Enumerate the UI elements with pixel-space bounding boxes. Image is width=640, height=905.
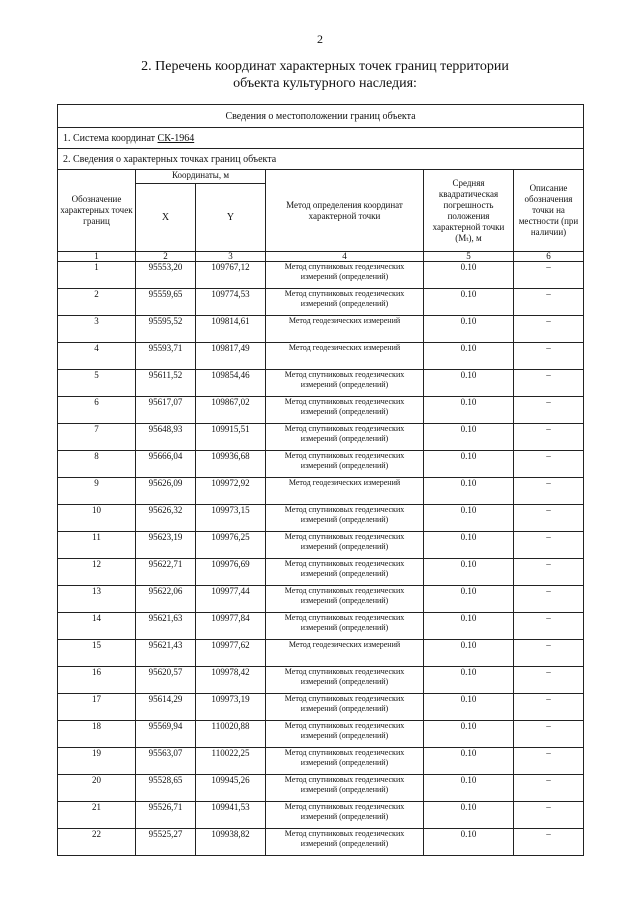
cell-point-number: 11 bbox=[58, 532, 136, 559]
cell-error-value: 0.10 bbox=[424, 748, 514, 775]
header-row-1 bbox=[58, 170, 584, 184]
table-row bbox=[58, 478, 584, 505]
cell-method: Метод спутниковых геодезических измерений (определений) bbox=[266, 802, 424, 829]
cell-coord-y: 109817,49 bbox=[196, 343, 266, 370]
column-number-row bbox=[58, 252, 584, 262]
cell-coord-x: 95526,71 bbox=[136, 802, 196, 829]
cell-coord-y: 109936,68 bbox=[196, 451, 266, 478]
cell-method: Метод спутниковых геодезических измерений (определений) bbox=[266, 397, 424, 424]
table-row bbox=[58, 613, 584, 640]
cell-coord-y: 109973,19 bbox=[196, 694, 266, 721]
cell-description: – bbox=[514, 748, 584, 775]
header-x: X bbox=[136, 184, 196, 252]
cell-description: – bbox=[514, 694, 584, 721]
cell-error-value: 0.10 bbox=[424, 370, 514, 397]
cell-coord-x: 95626,09 bbox=[136, 478, 196, 505]
cell-coord-y: 109977,84 bbox=[196, 613, 266, 640]
cell-error-value: 0.10 bbox=[424, 262, 514, 289]
column-number: 4 bbox=[266, 252, 424, 262]
cell-method: Метод геодезических измерений bbox=[266, 640, 424, 667]
cell-coord-y: 109976,69 bbox=[196, 559, 266, 586]
cell-coord-x: 95553,20 bbox=[136, 262, 196, 289]
cell-coord-y: 109814,61 bbox=[196, 316, 266, 343]
cell-method: Метод спутниковых геодезических измерений (определений) bbox=[266, 667, 424, 694]
cell-error-value: 0.10 bbox=[424, 505, 514, 532]
table-row bbox=[58, 748, 584, 775]
cell-error-value: 0.10 bbox=[424, 451, 514, 478]
cell-method: Метод спутниковых геодезических измерений (определений) bbox=[266, 451, 424, 478]
cell-description: – bbox=[514, 478, 584, 505]
table-row bbox=[58, 343, 584, 370]
cell-coord-x: 95525,27 bbox=[136, 829, 196, 856]
cell-description: – bbox=[514, 640, 584, 667]
cell-description: – bbox=[514, 559, 584, 586]
cell-description: – bbox=[514, 667, 584, 694]
table-row bbox=[58, 397, 584, 424]
header-description: Описание обозначения точки на местности (при наличии) bbox=[514, 170, 584, 252]
cell-coord-x: 95648,93 bbox=[136, 424, 196, 451]
cell-point-number: 1 bbox=[58, 262, 136, 289]
column-number: 3 bbox=[196, 252, 266, 262]
page-number: 2 bbox=[317, 32, 323, 46]
cell-description: – bbox=[514, 613, 584, 640]
table-row bbox=[58, 262, 584, 289]
cell-error-value: 0.10 bbox=[424, 343, 514, 370]
table-row bbox=[58, 640, 584, 667]
column-number: 6 bbox=[514, 252, 584, 262]
header-error: Средняя квадратическая погрешность положения характерной точки (Mₜ), м bbox=[424, 170, 514, 252]
table-row bbox=[58, 370, 584, 397]
cell-coord-x: 95617,07 bbox=[136, 397, 196, 424]
cell-error-value: 0.10 bbox=[424, 316, 514, 343]
cell-coord-x: 95666,04 bbox=[136, 451, 196, 478]
table-row bbox=[58, 667, 584, 694]
cell-description: – bbox=[514, 289, 584, 316]
cell-description: – bbox=[514, 505, 584, 532]
cell-coord-y: 109972,92 bbox=[196, 478, 266, 505]
cell-method: Метод геодезических измерений bbox=[266, 316, 424, 343]
cell-point-number: 20 bbox=[58, 775, 136, 802]
cell-coord-x: 95626,32 bbox=[136, 505, 196, 532]
cell-coord-x: 95621,43 bbox=[136, 640, 196, 667]
cell-coord-y: 109973,15 bbox=[196, 505, 266, 532]
cell-coord-x: 95622,06 bbox=[136, 586, 196, 613]
cell-coord-x: 95621,63 bbox=[136, 613, 196, 640]
cell-error-value: 0.10 bbox=[424, 532, 514, 559]
cell-point-number: 17 bbox=[58, 694, 136, 721]
cell-point-number: 7 bbox=[58, 424, 136, 451]
coord-system-label: 1. Система координат bbox=[63, 132, 158, 144]
cell-method: Метод спутниковых геодезических измерений (определений) bbox=[266, 505, 424, 532]
cell-coord-y: 109767,12 bbox=[196, 262, 266, 289]
cell-method: Метод спутниковых геодезических измерений (определений) bbox=[266, 748, 424, 775]
cell-coord-y: 109854,46 bbox=[196, 370, 266, 397]
cell-coord-y: 110020,88 bbox=[196, 721, 266, 748]
cell-point-number: 16 bbox=[58, 667, 136, 694]
document-title bbox=[80, 58, 570, 92]
cell-description: – bbox=[514, 451, 584, 478]
cell-method: Метод спутниковых геодезических измерений (определений) bbox=[266, 262, 424, 289]
cell-point-number: 8 bbox=[58, 451, 136, 478]
cell-error-value: 0.10 bbox=[424, 802, 514, 829]
cell-error-value: 0.10 bbox=[424, 478, 514, 505]
coordinates-table bbox=[57, 104, 584, 856]
cell-point-number: 22 bbox=[58, 829, 136, 856]
cell-point-number: 4 bbox=[58, 343, 136, 370]
cell-coord-y: 110022,25 bbox=[196, 748, 266, 775]
cell-description: – bbox=[514, 316, 584, 343]
cell-coord-x: 95620,57 bbox=[136, 667, 196, 694]
column-number: 1 bbox=[58, 252, 136, 262]
cell-error-value: 0.10 bbox=[424, 289, 514, 316]
cell-method: Метод спутниковых геодезических измерений (определений) bbox=[266, 829, 424, 856]
cell-coord-y: 109915,51 bbox=[196, 424, 266, 451]
coord-system-value: СК-1964 bbox=[157, 132, 195, 144]
cell-point-number: 13 bbox=[58, 586, 136, 613]
table-row bbox=[58, 505, 584, 532]
cell-error-value: 0.10 bbox=[424, 721, 514, 748]
cell-method: Метод спутниковых геодезических измерений (определений) bbox=[266, 424, 424, 451]
cell-point-number: 6 bbox=[58, 397, 136, 424]
header-y: Y bbox=[196, 184, 266, 252]
table-row bbox=[58, 802, 584, 829]
cell-method: Метод спутниковых геодезических измерений (определений) bbox=[266, 613, 424, 640]
cell-point-number: 18 bbox=[58, 721, 136, 748]
cell-coord-y: 109978,42 bbox=[196, 667, 266, 694]
cell-coord-x: 95614,29 bbox=[136, 694, 196, 721]
cell-error-value: 0.10 bbox=[424, 640, 514, 667]
cell-error-value: 0.10 bbox=[424, 694, 514, 721]
header-method: Метод определения координат характерной точки bbox=[266, 170, 424, 252]
cell-coord-y: 109938,82 bbox=[196, 829, 266, 856]
table-banner-row bbox=[58, 105, 584, 128]
cell-error-value: 0.10 bbox=[424, 829, 514, 856]
cell-coord-x: 95622,71 bbox=[136, 559, 196, 586]
cell-point-number: 2 bbox=[58, 289, 136, 316]
cell-description: – bbox=[514, 370, 584, 397]
cell-error-value: 0.10 bbox=[424, 586, 514, 613]
cell-coord-x: 95528,65 bbox=[136, 775, 196, 802]
section-2-heading: 2. Сведения о характерных точках границ объекта bbox=[58, 149, 584, 170]
table-row bbox=[58, 289, 584, 316]
cell-coord-y: 109976,25 bbox=[196, 532, 266, 559]
cell-coord-x: 95623,19 bbox=[136, 532, 196, 559]
cell-point-number: 15 bbox=[58, 640, 136, 667]
cell-method: Метод спутниковых геодезических измерений (определений) bbox=[266, 694, 424, 721]
cell-coord-x: 95569,94 bbox=[136, 721, 196, 748]
cell-description: – bbox=[514, 802, 584, 829]
table-row bbox=[58, 451, 584, 478]
cell-method: Метод спутниковых геодезических измерений (определений) bbox=[266, 586, 424, 613]
cell-coord-x: 95593,71 bbox=[136, 343, 196, 370]
column-number: 2 bbox=[136, 252, 196, 262]
cell-method: Метод спутниковых геодезических измерений (определений) bbox=[266, 775, 424, 802]
cell-description: – bbox=[514, 343, 584, 370]
table-banner: Сведения о местоположении границ объекта bbox=[58, 105, 584, 128]
cell-description: – bbox=[514, 424, 584, 451]
cell-point-number: 19 bbox=[58, 748, 136, 775]
cell-point-number: 10 bbox=[58, 505, 136, 532]
cell-point-number: 21 bbox=[58, 802, 136, 829]
cell-coord-y: 109867,02 bbox=[196, 397, 266, 424]
cell-point-number: 14 bbox=[58, 613, 136, 640]
cell-description: – bbox=[514, 721, 584, 748]
table-row bbox=[58, 694, 584, 721]
coord-system-cell bbox=[58, 128, 584, 149]
cell-error-value: 0.10 bbox=[424, 667, 514, 694]
table-row bbox=[58, 532, 584, 559]
table-row bbox=[58, 721, 584, 748]
cell-description: – bbox=[514, 532, 584, 559]
cell-coord-x: 95595,52 bbox=[136, 316, 196, 343]
header-coordinates: Координаты, м bbox=[136, 170, 266, 184]
cell-method: Метод спутниковых геодезических измерений (определений) bbox=[266, 289, 424, 316]
cell-coord-y: 109977,62 bbox=[196, 640, 266, 667]
cell-description: – bbox=[514, 586, 584, 613]
coord-system-row bbox=[58, 128, 584, 149]
cell-point-number: 5 bbox=[58, 370, 136, 397]
cell-coord-y: 109941,53 bbox=[196, 802, 266, 829]
header-point: Обозначение характерных точек границ bbox=[58, 170, 136, 252]
section-2-row bbox=[58, 149, 584, 170]
cell-error-value: 0.10 bbox=[424, 424, 514, 451]
cell-method: Метод спутниковых геодезических измерений (определений) bbox=[266, 559, 424, 586]
cell-description: – bbox=[514, 829, 584, 856]
cell-method: Метод спутниковых геодезических измерений (определений) bbox=[266, 532, 424, 559]
document-title-line-1: 2. Перечень координат характерных точек границ территории bbox=[141, 59, 509, 74]
cell-coord-y: 109977,44 bbox=[196, 586, 266, 613]
cell-coord-x: 95563,07 bbox=[136, 748, 196, 775]
cell-method: Метод геодезических измерений bbox=[266, 478, 424, 505]
cell-error-value: 0.10 bbox=[424, 613, 514, 640]
cell-method: Метод геодезических измерений bbox=[266, 343, 424, 370]
cell-point-number: 9 bbox=[58, 478, 136, 505]
table-row bbox=[58, 586, 584, 613]
table-row bbox=[58, 775, 584, 802]
cell-method: Метод спутниковых геодезических измерений (определений) bbox=[266, 370, 424, 397]
cell-error-value: 0.10 bbox=[424, 559, 514, 586]
cell-description: – bbox=[514, 775, 584, 802]
cell-method: Метод спутниковых геодезических измерений (определений) bbox=[266, 721, 424, 748]
cell-error-value: 0.10 bbox=[424, 397, 514, 424]
cell-coord-x: 95559,65 bbox=[136, 289, 196, 316]
column-number: 5 bbox=[424, 252, 514, 262]
cell-error-value: 0.10 bbox=[424, 775, 514, 802]
cell-point-number: 3 bbox=[58, 316, 136, 343]
cell-description: – bbox=[514, 397, 584, 424]
table-row bbox=[58, 829, 584, 856]
cell-point-number: 12 bbox=[58, 559, 136, 586]
table-row bbox=[58, 559, 584, 586]
table-row bbox=[58, 424, 584, 451]
cell-coord-y: 109945,26 bbox=[196, 775, 266, 802]
cell-coord-y: 109774,53 bbox=[196, 289, 266, 316]
document-title-line-2: объекта культурного наследия: bbox=[233, 76, 417, 91]
table-row bbox=[58, 316, 584, 343]
cell-coord-x: 95611,52 bbox=[136, 370, 196, 397]
cell-description: – bbox=[514, 262, 584, 289]
